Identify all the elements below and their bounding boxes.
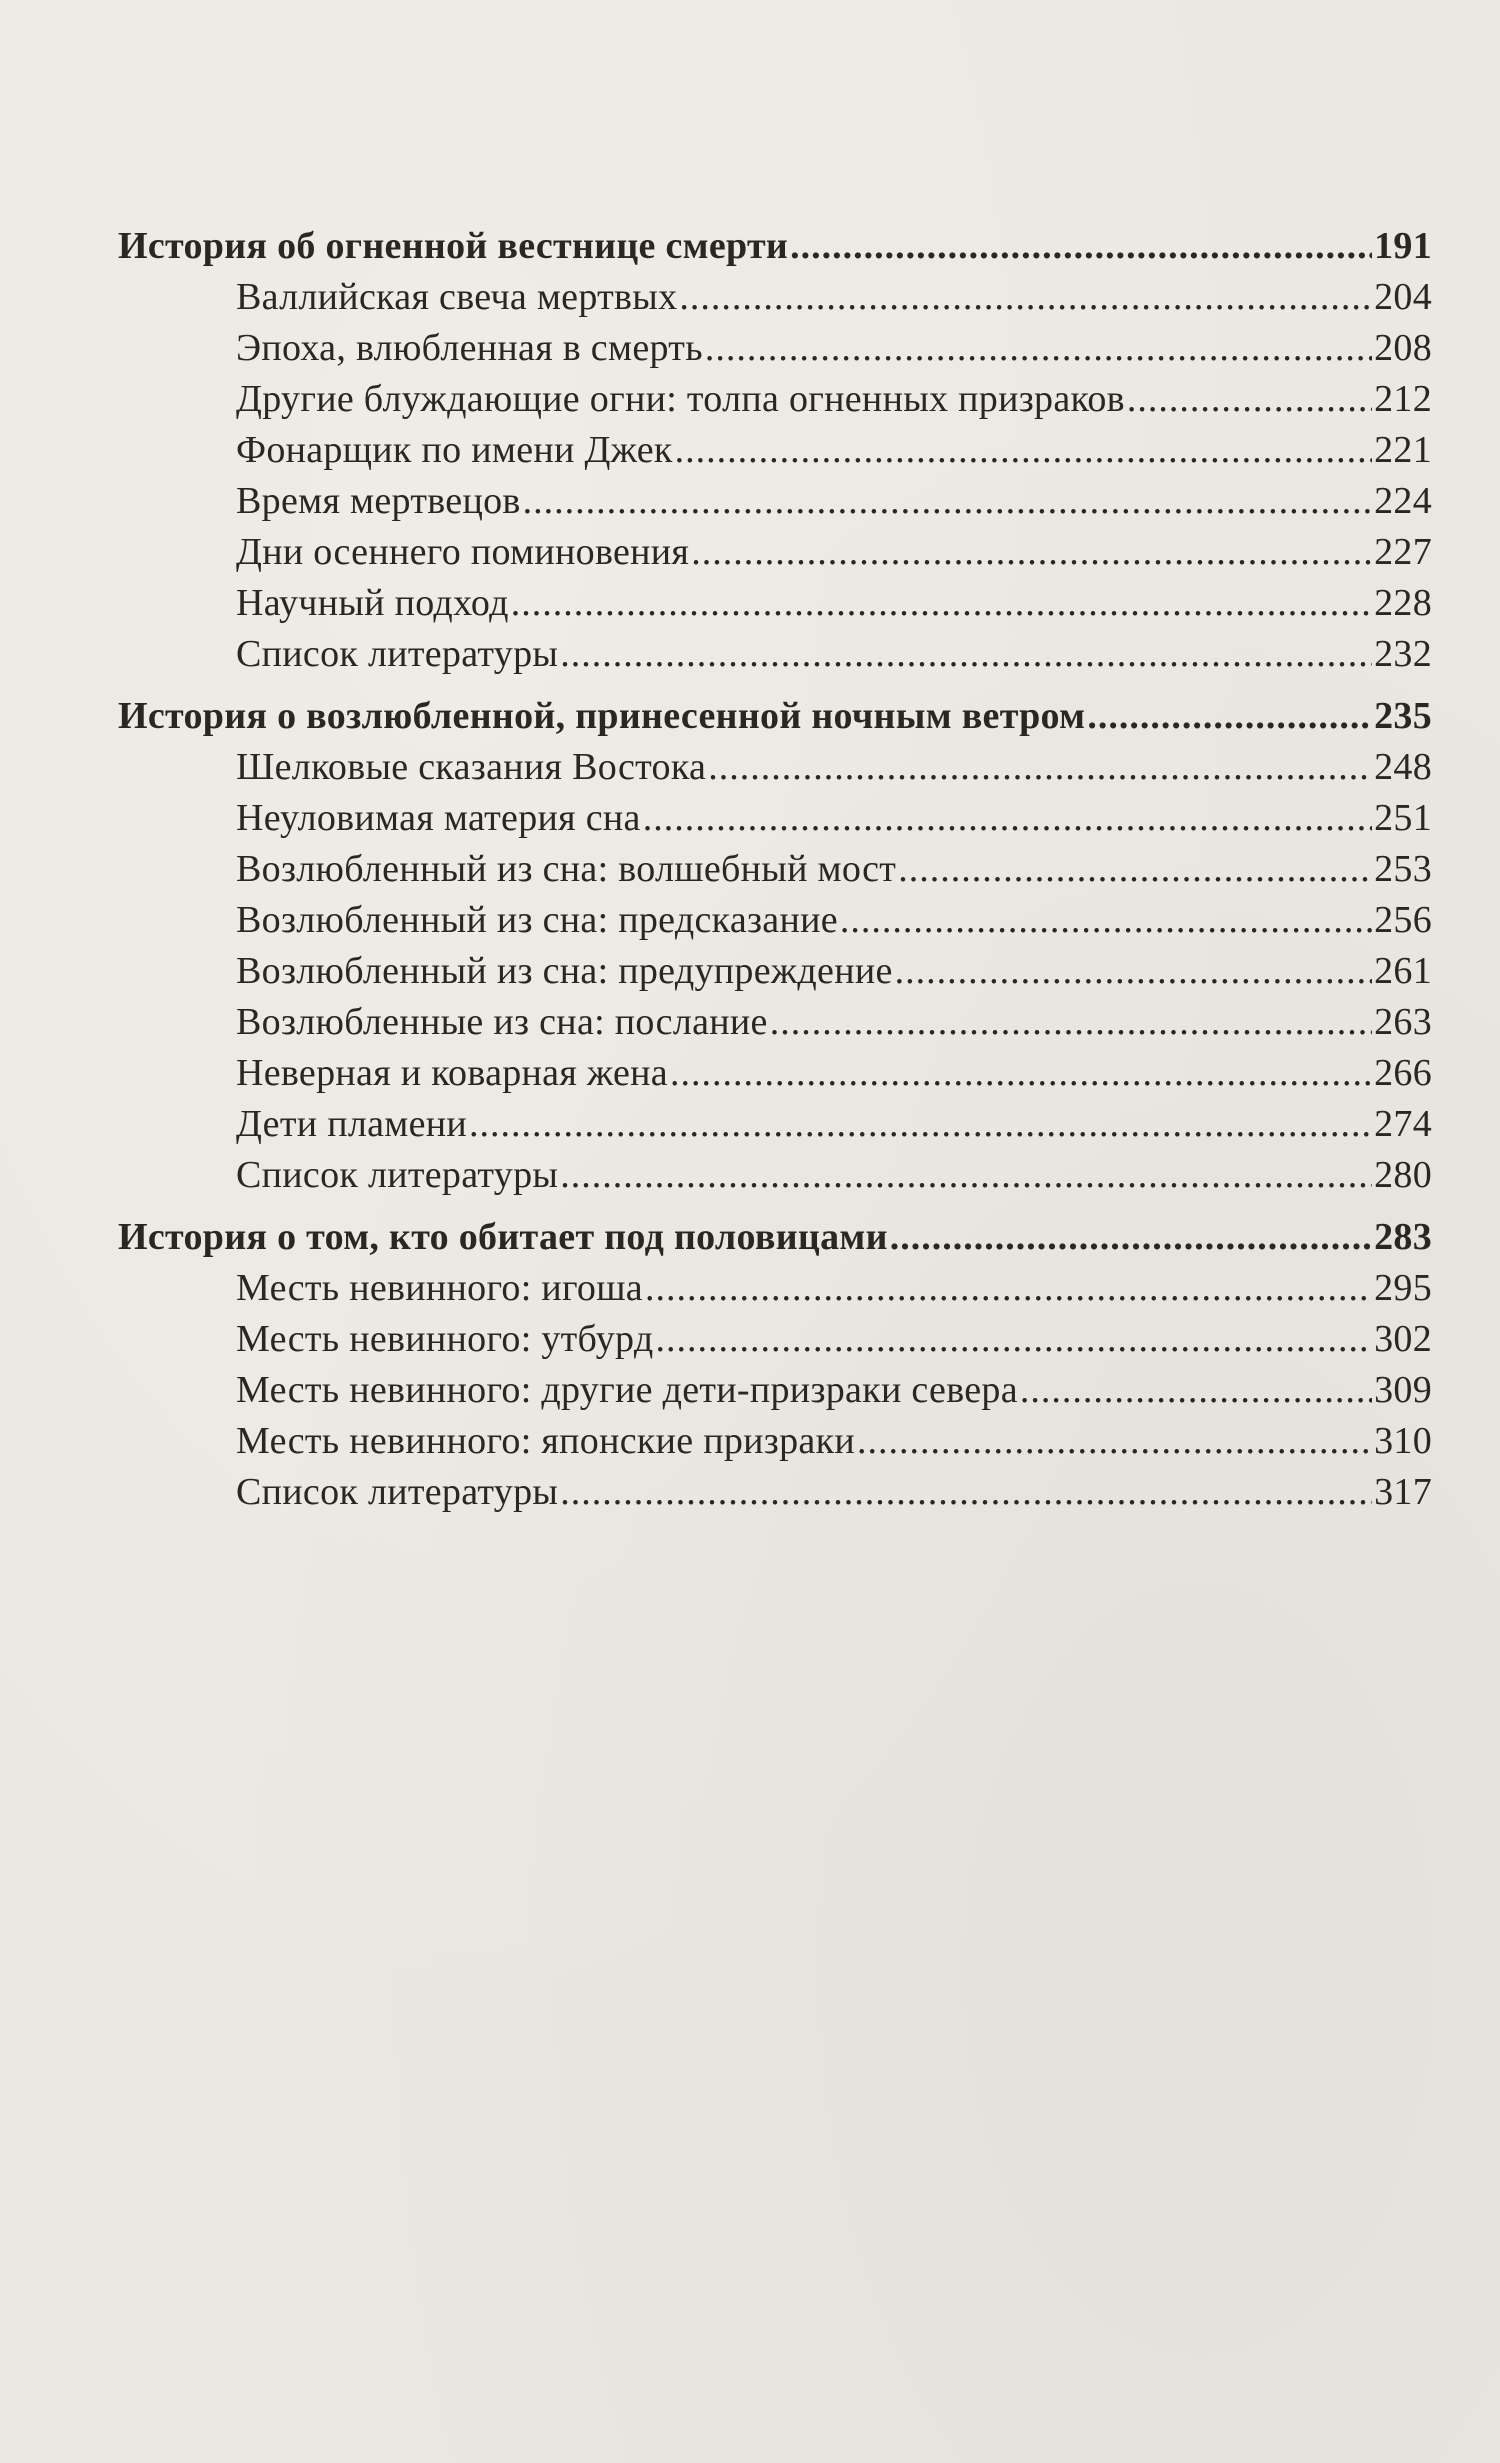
chapter-title: История о возлюбленной, принесенной ночным ветром: [118, 695, 1086, 737]
entry-page-number: 221: [1374, 429, 1432, 471]
toc-entry[interactable]: [118, 997, 1432, 1048]
entry-page-number: 317: [1374, 1471, 1432, 1513]
dot-leader: [857, 1416, 1372, 1467]
dot-leader: [469, 1099, 1372, 1150]
entry-page-number: 310: [1374, 1420, 1432, 1462]
entry-title: Возлюбленный из сна: предсказание: [236, 899, 838, 941]
entry-title: Фонарщик по имени Джек: [236, 429, 673, 471]
dot-leader: [898, 844, 1372, 895]
toc-entry[interactable]: [118, 578, 1432, 629]
entry-title: Эпоха, влюбленная в смерть: [236, 327, 703, 369]
entry-title: Дни осеннего поминовения: [236, 531, 690, 573]
entry-title: Неверная и коварная жена: [236, 1052, 668, 1094]
entry-title: Неуловимая материя сна: [236, 797, 641, 839]
entry-title: Месть невинного: утбурд: [236, 1318, 654, 1360]
dot-leader: [560, 629, 1372, 680]
dot-leader: [645, 1263, 1372, 1314]
toc-chapter-heading[interactable]: [118, 1211, 1432, 1263]
entry-title: Возлюбленный из сна: предупреждение: [236, 950, 893, 992]
chapter-title: История о том, кто обитает под половицами: [118, 1216, 888, 1258]
entry-title: Научный подход: [236, 582, 509, 624]
toc-entry[interactable]: [118, 742, 1432, 793]
toc-entry[interactable]: [118, 1263, 1432, 1314]
toc-section: [118, 1211, 1432, 1518]
toc-entry[interactable]: [118, 1099, 1432, 1150]
toc-entry[interactable]: [118, 1416, 1432, 1467]
toc-entry[interactable]: [118, 1150, 1432, 1201]
entry-title: Валлийская свеча мертвых: [236, 276, 678, 318]
chapter-page-number: 235: [1374, 695, 1432, 737]
entry-page-number: 274: [1374, 1103, 1432, 1145]
chapter-page-number: 191: [1374, 225, 1432, 267]
entry-page-number: 227: [1374, 531, 1432, 573]
toc-entry[interactable]: [118, 476, 1432, 527]
dot-leader: [895, 946, 1372, 997]
dot-leader: [1020, 1365, 1372, 1416]
entry-page-number: 295: [1374, 1267, 1432, 1309]
dot-leader: [890, 1211, 1372, 1263]
entry-page-number: 302: [1374, 1318, 1432, 1360]
toc-entry[interactable]: [118, 1048, 1432, 1099]
toc-entry[interactable]: [118, 629, 1432, 680]
dot-leader: [840, 895, 1372, 946]
toc-entry[interactable]: [118, 1467, 1432, 1518]
toc-entry[interactable]: [118, 844, 1432, 895]
toc-chapter-heading[interactable]: [118, 690, 1432, 742]
toc-entry[interactable]: [118, 527, 1432, 578]
toc-entry[interactable]: [118, 374, 1432, 425]
dot-leader: [1087, 690, 1372, 742]
dot-leader: [511, 578, 1372, 629]
toc-entry[interactable]: [118, 1314, 1432, 1365]
entry-title: Список литературы: [236, 1154, 559, 1196]
entry-page-number: 232: [1374, 633, 1432, 675]
dot-leader: [691, 527, 1372, 578]
chapter-title: История об огненной вестнице смерти: [118, 225, 789, 267]
dot-leader: [670, 1048, 1372, 1099]
dot-leader: [705, 323, 1372, 374]
entry-page-number: 251: [1374, 797, 1432, 839]
dot-leader: [1127, 374, 1372, 425]
toc-entry[interactable]: [118, 272, 1432, 323]
toc-entry[interactable]: [118, 895, 1432, 946]
entry-page-number: 309: [1374, 1369, 1432, 1411]
dot-leader: [643, 793, 1372, 844]
entry-page-number: 208: [1374, 327, 1432, 369]
entry-title: Дети пламени: [236, 1103, 468, 1145]
dot-leader: [675, 425, 1372, 476]
dot-leader: [523, 476, 1372, 527]
toc-section: [118, 690, 1432, 1201]
entry-page-number: 280: [1374, 1154, 1432, 1196]
dot-leader: [679, 272, 1372, 323]
entry-title: Другие блуждающие огни: толпа огненных призраков: [236, 378, 1125, 420]
toc-entry[interactable]: [118, 1365, 1432, 1416]
entry-page-number: 212: [1374, 378, 1432, 420]
entry-title: Месть невинного: игоша: [236, 1267, 643, 1309]
table-of-contents: [118, 220, 1432, 1518]
entry-title: Возлюбленные из сна: послание: [236, 1001, 768, 1043]
entry-title: Возлюбленный из сна: волшебный мост: [236, 848, 897, 890]
entry-page-number: 266: [1374, 1052, 1432, 1094]
entry-title: Шелковые сказания Востока: [236, 746, 707, 788]
toc-entry[interactable]: [118, 946, 1432, 997]
entry-page-number: 261: [1374, 950, 1432, 992]
chapter-page-number: 283: [1374, 1216, 1432, 1258]
dot-leader: [655, 1314, 1372, 1365]
entry-page-number: 204: [1374, 276, 1432, 318]
entry-page-number: 253: [1374, 848, 1432, 890]
dot-leader: [790, 220, 1372, 272]
entry-title: Время мертвецов: [236, 480, 521, 522]
entry-page-number: 248: [1374, 746, 1432, 788]
entry-title: Месть невинного: другие дети-призраки севера: [236, 1369, 1018, 1411]
dot-leader: [770, 997, 1372, 1048]
entry-page-number: 224: [1374, 480, 1432, 522]
dot-leader: [560, 1150, 1372, 1201]
toc-entry[interactable]: [118, 323, 1432, 374]
entry-title: Список литературы: [236, 633, 559, 675]
entry-page-number: 228: [1374, 582, 1432, 624]
entry-title: Список литературы: [236, 1471, 559, 1513]
toc-entry[interactable]: [118, 425, 1432, 476]
toc-entry[interactable]: [118, 793, 1432, 844]
entry-page-number: 256: [1374, 899, 1432, 941]
entry-page-number: 263: [1374, 1001, 1432, 1043]
dot-leader: [708, 742, 1372, 793]
dot-leader: [560, 1467, 1372, 1518]
toc-chapter-heading[interactable]: [118, 220, 1432, 272]
toc-section: [118, 220, 1432, 680]
entry-title: Месть невинного: японские призраки: [236, 1420, 855, 1462]
